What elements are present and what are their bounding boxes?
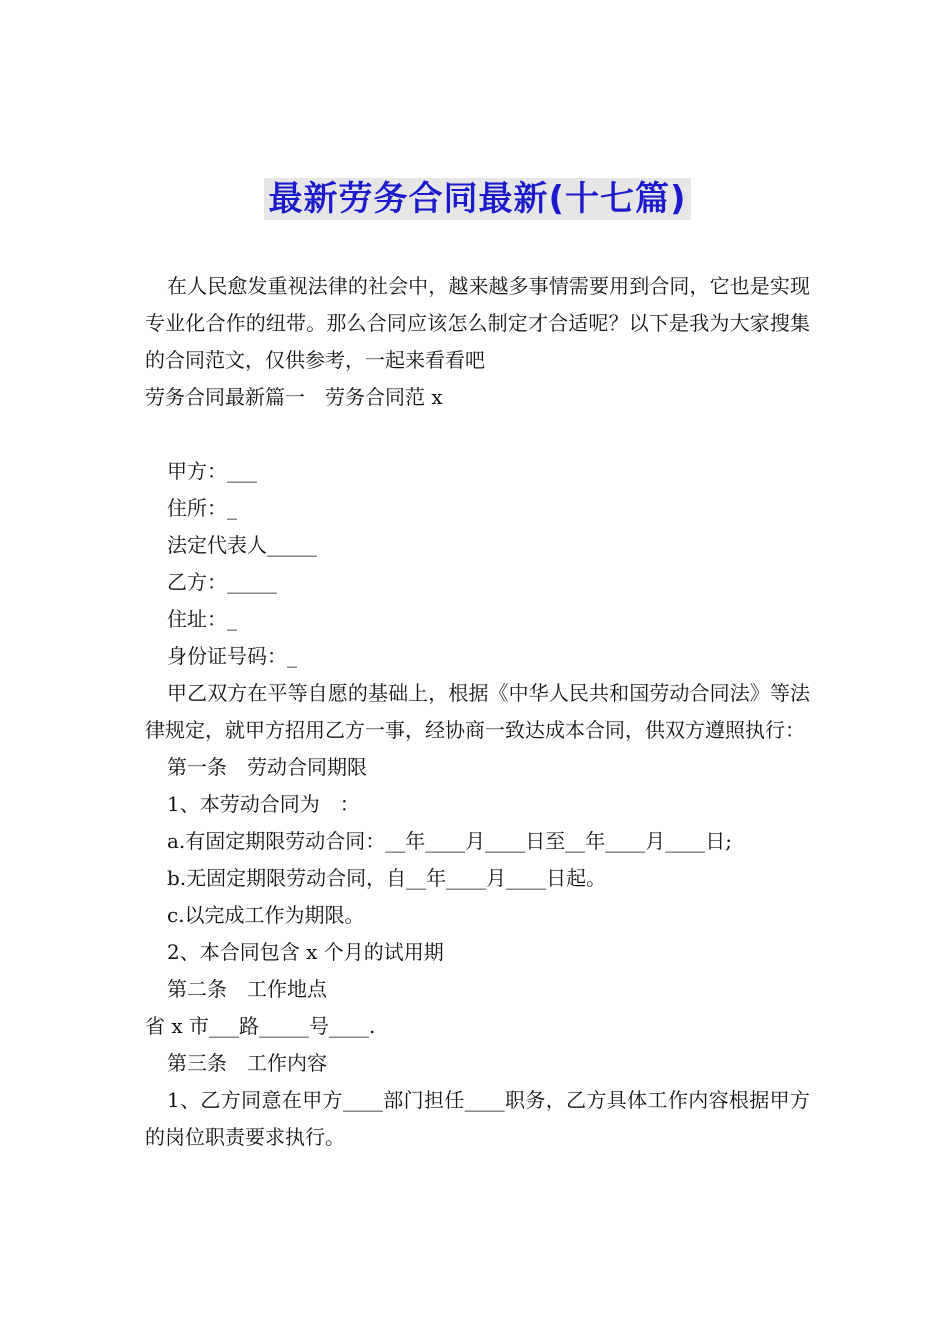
article-3-title: 第三条 工作内容 (167, 1051, 327, 1075)
party-a-address-line: 住所：_ (167, 496, 237, 520)
party-b-address-line: 住址：_ (167, 607, 237, 631)
article-1-item-b: b.无固定期限劳动合同，自__年____月____日起。 (167, 866, 607, 890)
preamble-paragraph: 甲乙双方在平等自愿的基础上，根据《中华人民共和国劳动合同法》等法律规定，就甲方招用乙方一事，经协商一致达成本合同，供双方遵照执行： (145, 681, 810, 742)
article-2-title: 第二条 工作地点 (167, 977, 327, 1001)
article-1-item-c: c.以完成工作为期限。 (167, 903, 365, 927)
party-b-line: 乙方：_____ (167, 570, 277, 594)
article-3-item-1: 1、乙方同意在甲方____部门担任____职务，乙方具体工作内容根据甲方的岗位职责要求执行。 (145, 1088, 810, 1149)
article-1-item-1: 1、本劳动合同为 ： (167, 792, 360, 816)
legal-representative-line: 法定代表人_____ (167, 533, 317, 557)
document-title: 最新劳务合同最新(十七篇) (264, 178, 690, 220)
article-1-title: 第一条 劳动合同期限 (167, 755, 367, 779)
section-heading: 劳务合同最新篇一 劳务合同范 x (145, 385, 443, 409)
article-1-item-a: a.有固定期限劳动合同：__年____月____日至__年____月____日; (167, 829, 733, 853)
intro-paragraph: 在人民愈发重视法律的社会中，越来越多事情需要用到合同，它也是实现专业化合作的纽带。那么合同应该怎么制定才合适呢？以下是我为大家搜集的合同范文，仅供参考，一起来看看吧 (145, 274, 810, 372)
id-number-line: 身份证号码：_ (167, 644, 297, 668)
party-a-line: 甲方：___ (167, 459, 257, 483)
title-wrapper (145, 178, 810, 220)
article-1-item-2: 2、本合同包含 x 个月的试用期 (167, 940, 444, 964)
document-page (145, 0, 810, 1344)
article-2-content: 省 x 市___路_____号____. (145, 1014, 376, 1038)
blank-line (145, 416, 810, 453)
document-body (145, 268, 810, 1156)
